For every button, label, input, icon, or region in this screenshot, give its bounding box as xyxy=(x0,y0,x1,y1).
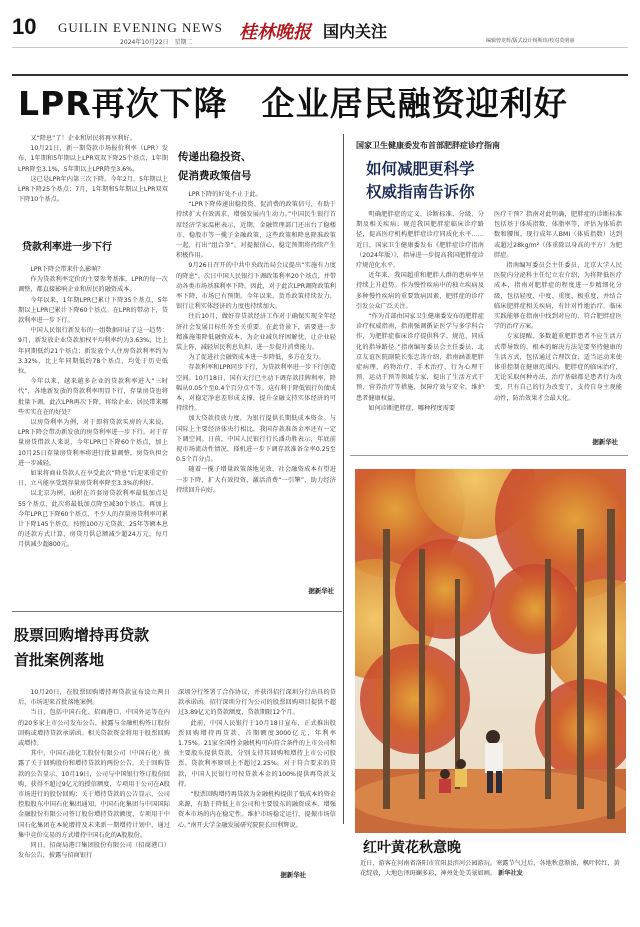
paragraph: LPR下降会带来什么影响？ xyxy=(30,266,104,273)
paragraph: 这已是LPR年内第三次下降。今年2月，5年期以上LPR下降25个基点；7月，1年期和5年期以上LPR双双下降10个基点。 xyxy=(18,175,168,204)
paragraph: “股票回购增持再贷款为金融机构提供了低成本的资金来源，有助于降低上市公司和主要股东的融资成本，增强资本市场的内在稳定性。维护市场稳定运行，提振市场信心。”南开大学金融发展研究院院长田利辉说。 xyxy=(178,791,336,829)
paragraph: 又“降息”了！企业和居民将再享利好。 xyxy=(30,135,136,142)
paragraph: 为了促进社会融资成本进一步降低，多方在发力。 xyxy=(188,354,325,362)
lead-byline: 据新华社 xyxy=(308,587,334,595)
issue-date: 2024年10月22日 星期二 xyxy=(120,39,193,46)
paragraph: 近年来，我国超重和肥胖人群的患病率呈持续上升趋势。作为慢性疾病中的独立疾病及多种慢性疾病的重要致病因素，肥胖症的诊疗引发公众广泛关注。 xyxy=(356,272,484,310)
newspaper-logo: 桂林晚报 xyxy=(239,22,311,43)
photo-title: 红叶黄花秋意晚 xyxy=(363,840,461,856)
lead-headline: LPR再次下降 企业居民融资迎利好 xyxy=(18,84,568,123)
editor-credits: 编辑曾龙辉/版式设计杨斯玮/校对莫明丽 xyxy=(486,38,575,44)
stock-column-1 xyxy=(18,688,170,920)
headline-rule xyxy=(12,74,628,76)
paragraph: “LPR下降传递出稳投资、促消费的政策信号，有助于持续扩大有效需求，增强发展内生动力。”中国民生银行首席经济学家温彬表示，近期，金融管理部门还出台了稳楼市、稳股市等一揽子金融政策，这些政策和降息降准政策一起，打出“组合拳”，对提振信心、稳定预期将持续产生积极作用。 xyxy=(176,201,336,260)
header-rule xyxy=(12,47,628,48)
paragraph: 其中，中国石油化工股份有限公司（中国石化）披露了关于回购股份和增持贷款的两份公告。关于回购贷款的公告显示，10月19日，公司与中国银行签订股份回购，获得不超过9亿元的授信额度，专项用于公司在A股市场进行的股份回购；关于增持贷款的公告显示，公司控股股东中国石化集团通知，中国石化集团与中国国际金融股份有限公司签订股份增持贷款额度，专项用于中国石化集团在本轮增持及未来新一期增持计划中，通过集中竞价交易的方式增持中国石化的A股股份。 xyxy=(18,750,170,839)
paragraph: 同日，招商局港口集团股份有限公司（招商港口）发布公告，披露与招商银行 xyxy=(18,842,170,860)
paragraph: 作为贷款利率定价的主要参考基准，LPR的每一次调整，都直接影响企业和居民的融资成本。 xyxy=(18,276,168,294)
stock-headline: 股票回购增持再贷款 首批案例落地 xyxy=(14,626,150,669)
paragraph: 指南编写委员会主任委员、北京大学人民医院内分泌科主任纪立农介绍，为将降低医疗成本，指南对肥胖症的程度进一步精细化分级，包括轻度、中度、重度、极重度，并结合临床肥胖症相关疾病，有针对性地治疗，临床实践能够在指南中找到对应的、符合肥胖症医学的治疗方案。 xyxy=(494,262,622,331)
paragraph: 今年以来，1年期LPR已累计下降35个基点，5年期以上LPR已累计下降60个基点。在LPR的带动下，贷款利率进一步下行。 xyxy=(18,296,168,325)
paragraph: 10月20日，在股票回购增持再贷款宣布设立两日后，市场迎来首批落地案例。 xyxy=(18,689,170,707)
paragraph: 加大贷款投放力度，为银行提供长期低成本资金。与国际上主要经济体央行相比，我国存款准备金率还有一定下调空间。日前，中国人民银行行长潘功胜表示，年底前视市场流动性情况，择机进一步下调存款准备金率0.25至0.5个百分点。 xyxy=(176,415,336,464)
autumn-photo xyxy=(355,469,626,833)
page-number: 10 xyxy=(12,14,37,39)
health-byline: 据新华社 xyxy=(592,438,618,446)
column-divider xyxy=(343,134,344,824)
paragraph: 如果将商业贷款人在享受此次“降息”后迎来重定价日，立马能享受到存量房贷利率降至3.3%的利好。 xyxy=(18,470,168,488)
autumn-trees-illustration xyxy=(355,469,626,833)
paragraph: 以北京为例，面积在首套房贷款利率最低加点是55个基点，此次将最低加点降至减30个基点。再加上今年LPR已下降60个基点，不少人的存量房贷利率可累计下降145个基点。按照100万元贷款、25年等额本息的还款方式计算，房贷月供总额减少超24万元，每月月供减少超800元。 xyxy=(18,490,168,549)
stock-byline: 据新华社 xyxy=(280,871,306,879)
paragraph: 当日，包括中国石化、招商港口、中国外运等在内的20多家上市公司发布公告，披露与金融机构签订股份回购或增持贷款承诺函。相关贷款资金将用于股票回购或增持。 xyxy=(18,709,170,748)
stock-column-2 xyxy=(178,688,336,863)
health-column-1 xyxy=(356,210,484,435)
paragraph: 如何诊断肥胖症，哪种程度需要 xyxy=(368,404,456,412)
paragraph: 深圳分行签署了合作协议，并获得招行深圳分行出具的贷款承诺函。招行深圳分行为公司的股票回购项目提供不超过3.89亿元的贷款额度，贷款期限12个月。 xyxy=(178,689,336,717)
paragraph: 以房贷利率为例，对于即将贷款买房的人来说，LPR下降会带动新发放的房贷利率进一步下行。对于存量房贷借款人来说，今年LPR已下降60个基点，加上10月25日存量房贷利率将进行批量调整，房贷负担会进一步减轻。 xyxy=(18,419,168,467)
lead-subhead-2: 传递出稳投资、 促消费政策信号 xyxy=(178,151,252,182)
section-title: 国内关注 xyxy=(323,22,388,41)
lead-subhead-1: 贷款利率进一步下行 xyxy=(22,242,112,253)
paragraph: 医疗干预？指南对此明确，肥胖症的诊断标准包括基于体质指数、体脂率等，评估为体质指数和腰围。现行成年人BMI（体质指数）达到或超过28kg/m²（体重除以身高的平方）为肥胖症。 xyxy=(494,211,622,259)
paragraph: 10月21日，新一期贷款市场报价利率（LPR）发布，1年期和5年期以上LPR双双下降25个基点，1年期LPR降至3.1%，5年期以上LPR降至3.6%。 xyxy=(18,145,168,173)
lead-column-1 xyxy=(18,134,168,250)
paragraph: 9月26日召开的中共中央政治局会议提出“实施有力度的降息”。次日中国人民银行下调政策利率20个基点，并带动各类市场基准利率下降。因此，对于此次LPR调降政策利率下降，市场已有预期。今年以来，货币政策持续发力，银行让利实体经济的力度也持续加大。 xyxy=(176,262,336,311)
health-kicker: 国家卫生健康委发布首部肥胖症诊疗指南 xyxy=(356,141,500,150)
health-title: 如何减肥更科学 权威指南告诉你 xyxy=(366,160,475,201)
masthead xyxy=(0,0,640,48)
caption-text: 近日，游客在河南省洛阳市宜阳县滨河公园游玩。寒露节气过后，各地秋意渐浓，枫叶转红，黄花绽放，大地色泽斑斓多彩，神州处处美景如画。 xyxy=(360,860,620,877)
paragraph: “作为首部由国家卫生健康委发布的肥胖症诊疗权威指南，指南强调循证医学与多学科合作，为肥胖症临床诊疗提供科学、规范、同质化的指导路径。”指南编写委员会主任委员、北京友谊医院副院长张忠涛介绍，指南涵盖肥胖症病理、药物治疗、手术治疗、行为心理干预、运动干预等领域专家，提出了生活方式干预、营养治疗等措施，保障疗效与安全，维护患者健康权益。 xyxy=(356,313,484,402)
photo-credit: 新华社发 xyxy=(498,870,523,877)
paragraph: 存款利率和LPR同步下行，为贷款利率进一步下行创造空间。10月18日，国有大行已主动下调存款挂牌利率，降幅从0.05个至0.4个百分点不等。这有利于降低银行负债成本，对稳定净息差形成支撑，提升金融支持实体经济的可持续性。 xyxy=(176,364,336,413)
lead-column-2 xyxy=(176,190,336,575)
section-divider xyxy=(350,455,628,456)
paragraph: 专家提醒，多数超重肥胖患者不应生活方式带导致的，根本的解决方法是要坚持健康的生活方式，包括通过合理饮食、适当运动来使体重控制在健康范围内。肥胖症的临床治疗，无论采取何种办法，治疗基础都是患者行为改变，只有自己的行为改变了，支持自身主观能动性，防治效果才会最大化。 xyxy=(494,333,622,402)
lead-column-1b xyxy=(18,265,168,603)
paragraph: 随着一揽子增量政策落地见效，社会融资成本有望进一步下降，扩大有效投资，激活消费“一引擎”，助力经济持续回升向好。 xyxy=(176,466,336,494)
paragraph: LPR下降的好处不止于此。 xyxy=(188,191,262,198)
section-divider xyxy=(12,611,342,612)
photo-caption xyxy=(360,859,624,879)
paragraph: 往后10月，做好存贷款经济工作对于确保实现全年经济社会发展目标任务至关重要。在此背景下，需要进一步精准施策降低融资成本，为企业减负纾困解忧，让企业轻装上阵，减轻居民利息负担，进一步提升消费能力。 xyxy=(176,313,336,352)
paragraph: 明确肥胖症的定义、诊断标准、分级、分期及相关疾病；规范我国肥胖症临床诊疗路径，提高医疗机构肥胖症诊疗同质化水平……近日，国家卫生健康委发布《肥胖症诊疗指南（2024年版）》，指导进一步提高我国肥胖症诊疗规范化水平。 xyxy=(356,211,484,270)
paper-name: GUILIN EVENING NEWS xyxy=(58,20,223,35)
health-column-2 xyxy=(494,210,622,438)
paragraph: 此前，中国人民银行于10月18日宣布，正式推出股票回购增持再贷款，首期额度3000亿元，年利率1.75%。21家全国性金融机构可向符合条件的上市公司和主要股东提供贷款，分别支持其回购和增持上市公司股票。贷款利率原则上不超过2.25%。对于符合要求的贷款，中国人民银行可按贷款本金的100%提供再贷款支持。 xyxy=(178,719,336,788)
paragraph: 中国人民银行新发布的一组数据印证了这一趋势：9月，新发放企业贷款加权平均利率约为3.63%，比上年同期低约21个基点；新发放个人住房贷款利率约为3.32%，比上年同期低约78个基点，均处于历史低位。 xyxy=(18,327,168,376)
paragraph: 今年以来，越来越多企业的贷款利率进入“三时代”，各地新发放的贷款利率明显下行，存量房贷也将批量下调。此次LPR再次下降，将给企业、居民带来哪些实实在在的好处？ xyxy=(18,378,168,416)
